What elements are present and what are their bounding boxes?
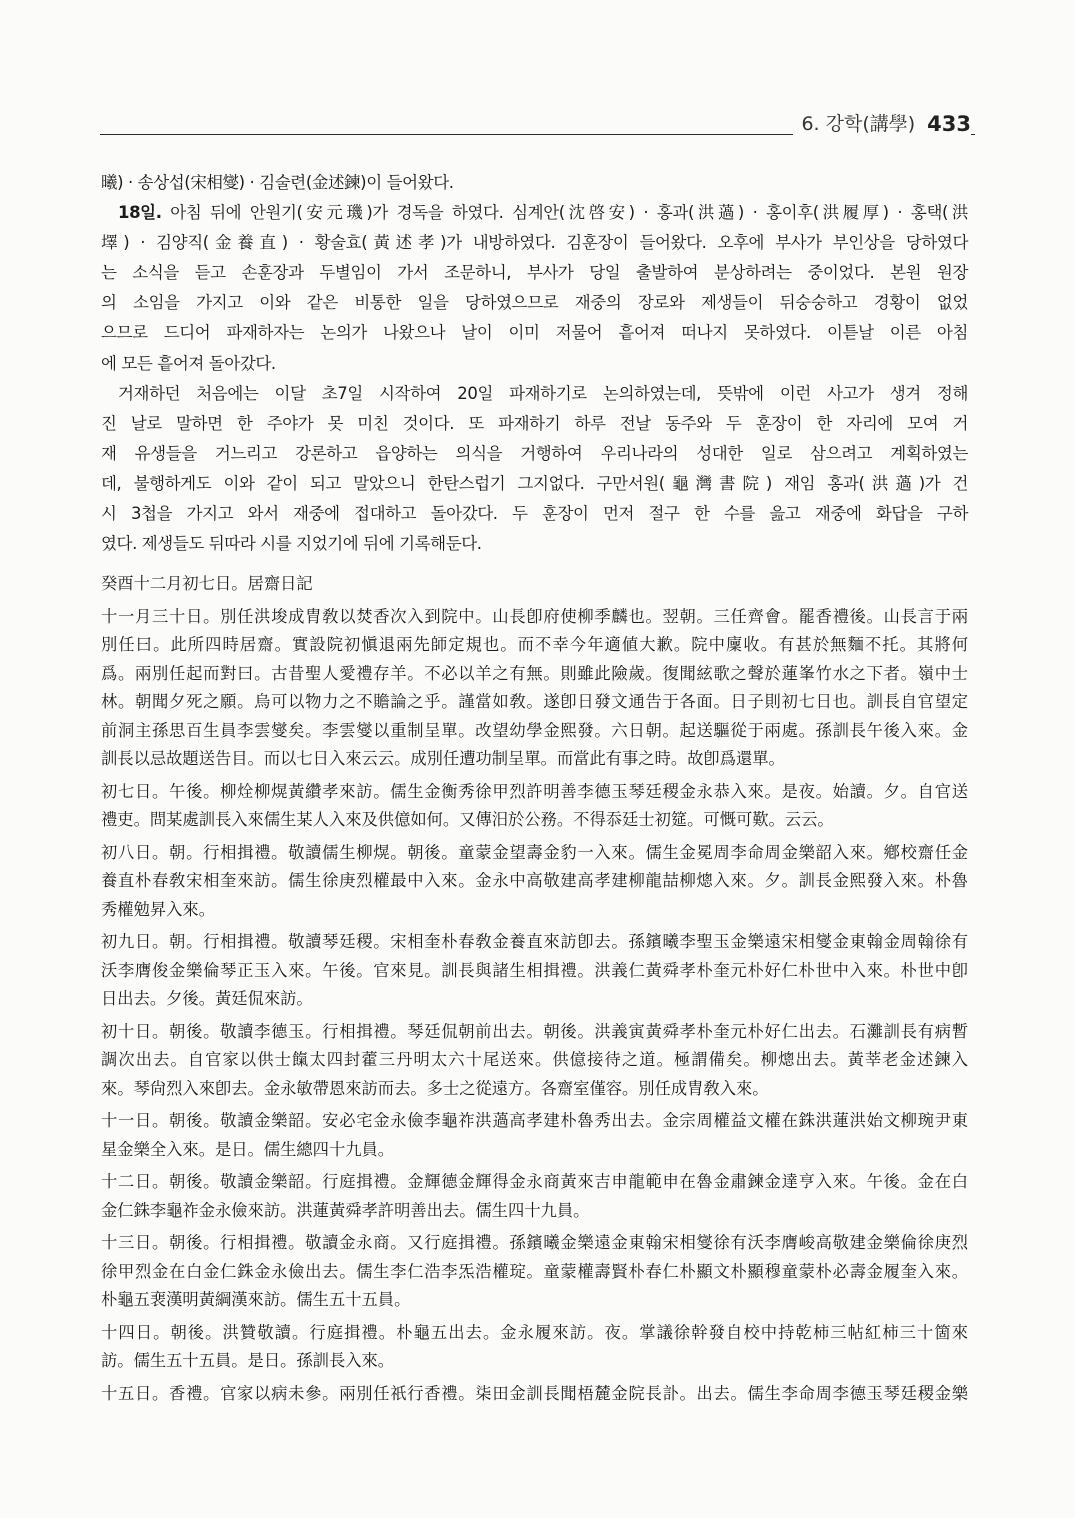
diary-entry xyxy=(101,1107,968,1164)
text-line: 재 유생들을 거느리고 강론하고 읍양하는 의식을 거행하여 우리나라의 성대한 일로 삼으려고 계획하였는 xyxy=(101,443,968,463)
diary-entry xyxy=(101,778,968,835)
date-label: 18일. xyxy=(118,203,162,223)
text-line: 으므로 드디어 파재하자는 논의가 나왔으나 날이 이미 저물어 흩어져 떠나지 못하였다. 이튿날 이른 아침 xyxy=(101,323,968,343)
text-line: 十一日。朝後。敬讀金樂韶。安必宅金永儉李龜祚洪薖高孝建朴魯秀出去。金宗周權益文權在銖洪蓮洪始文柳琬尹東 xyxy=(101,1111,968,1131)
text-line: 曦) · 송상섭(宋相燮) · 김술련(金述鍊)이 들어왔다. xyxy=(101,173,454,192)
text-line: 의 소임을 가지고 이와 같은 비통한 일을 당하였으므로 재중의 장로와 제생들이 뒤숭숭하고 경황이 없었 xyxy=(101,293,968,313)
page-number: 433 xyxy=(927,112,971,136)
text-line: 初九日。朝。行相揖禮。敬讀琴廷稷。宋相奎朴春敎金養直來訪卽去。孫鑌曦李聖玉金樂遠宋相燮金東翰金周翰徐有 xyxy=(101,932,968,952)
text-line: 는 소식을 듣고 손훈장과 두별임이 가서 조문하니, 부사가 당일 출발하여 분상하려는 중이었다. 본원 원장 xyxy=(101,263,968,283)
text-line: 시 3첩을 가지고 와서 재중에 접대하고 돌아갔다. 두 훈장이 먼저 절구 한 수를 읊고 재중에 화답을 구하 xyxy=(101,504,968,524)
text-line: 林。朝聞夕死之願。烏可以物力之不贍論之乎。謹當如敎。遂卽日發文通告于各面。日子則初七日也。訓長自官望定 xyxy=(101,692,968,712)
text-line: 爲。兩別任起而對曰。古昔聖人愛禮存羊。不必以羊之有無。則雖此險歲。復聞絃歌之聲於蓮峯竹水之下者。嶺中士 xyxy=(101,663,968,683)
diary-entry xyxy=(101,839,968,925)
text-line: 진 날로 말하면 한 주야가 못 미친 것이다. 또 파재하기 하루 전날 동주와 두 훈장이 한 자리에 모여 거 xyxy=(101,413,968,433)
paragraph xyxy=(101,168,968,198)
text-line: 秀權勉昇入來。 xyxy=(101,899,215,919)
text-line: 墿) · 김양직(金養直) · 황술효(黃述孝)가 내방하였다. 김훈장이 들어왔다. 오후에 부사가 부인상을 당하였다 xyxy=(101,233,968,253)
page-body xyxy=(101,168,968,1408)
text-line: 였다. 제생들도 뒤따라 시를 지었기에 뒤에 기록해둔다. xyxy=(101,534,482,554)
diary-entry xyxy=(101,1018,968,1104)
diary-entry xyxy=(101,1229,968,1315)
text-line: 來。琴尙烈入來卽去。金永敏帶恩來訪而去。多士之從遠方。各齋室僅容。別任成胄敎入來。 xyxy=(101,1078,769,1098)
text-line: 初七日。午後。柳烇柳熀黃纘孝來訪。儒生金衡秀徐甲烈許明善李德玉琴廷稷金永恭入來。是夜。始讀。夕。自官送 xyxy=(101,781,968,801)
text-line: 訓長以忌故題送告目。而以七日入來云云。成別任遭功制呈單。而當此有事之時。故卽爲還單。 xyxy=(101,749,785,769)
diary-title: 癸酉十二月初七日。居齋日記 xyxy=(101,574,313,594)
diary-entry xyxy=(101,1380,968,1409)
diary-entry xyxy=(101,928,968,1014)
text-line: 거재하던 처음에는 이달 초7일 시작하여 20일 파재하기로 논의하였는데, 뜻밖에 이런 사고가 생겨 정해 xyxy=(118,383,968,403)
diary-entry xyxy=(101,603,968,774)
diary-original-text xyxy=(101,570,968,1408)
text-span: 아침 뒤에 안원기(安元璣)가 경독을 하였다. 심계안(沈啓安) · 홍과(洪薖) · 홍이후(洪履厚) · 홍택(洪 xyxy=(161,203,968,223)
text-line: 禮吏。問某處訓長入來儒生某人入來及供億如何。又傳汨於公務。不得忝廷士初筵。可慨可歎。云云。 xyxy=(101,810,834,830)
text-line: 初八日。朝。行相揖禮。敬讀儒生柳熀。朝後。童蒙金望壽金豹一入來。儒生金冕周李命周金樂韶入來。鄕校齋任金 xyxy=(101,842,968,862)
text-line: 養直朴春敎宋相奎來訪。儒生徐庚烈權最中入來。金永中高敬建高孝建柳龍喆柳熜入來。夕。訓長金熙發入來。朴魯 xyxy=(101,871,968,891)
text-line: 朴龜五裵漢明黃綱漢來訪。儒生五十五員。 xyxy=(101,1290,411,1310)
text-line: 前洞主孫思百生員李雲燮矣。李雲燮以重制呈單。改望幼學金熙發。六日朝。起送驅從于兩處。孫訓長午後入來。金 xyxy=(101,720,968,740)
text-line: 데, 불행하게도 이와 같이 되고 말았으니 한탄스럽기 그지없다. 구만서원(龜灣書院) 재임 홍과(洪薖)가 건 xyxy=(101,473,968,493)
text-line: 星金樂全入來。是日。儒生總四十九員。 xyxy=(101,1139,395,1159)
diary-entry xyxy=(101,1168,968,1225)
text-line: 日出去。夕後。黃廷侃來訪。 xyxy=(101,989,313,1009)
section-title: 6. 강학(講學) xyxy=(801,113,916,135)
text-line: 金仁銖李龜祚金永儉來訪。洪蓮黃舜孝許明善出去。儒生四十九員。 xyxy=(101,1200,590,1220)
text-line: 十五日。香禮。官家以病未參。兩別任祇行香禮。柒田金訓長聞梧麓金院長訃。出去。儒生李命周李德玉琴廷稷金樂 xyxy=(101,1383,968,1403)
text-line: 調次出去。自官家以供士餼太四封藿三丹明太六十尾送來。供億接待之道。極謂備矣。柳熜出去。黃莘老金述鍊入 xyxy=(101,1050,968,1070)
diary-entry xyxy=(101,1319,968,1376)
text-line: 訪。儒生五十五員。是日。孫訓長入來。 xyxy=(101,1351,395,1371)
text-line: 十四日。朝後。洪贊敬讀。行庭揖禮。朴龜五出去。金永履來訪。夜。掌議徐幹發自校中持乾柿三帖紅柿三十箇來 xyxy=(101,1322,968,1342)
text-line: 別任曰。此所四時居齋。實設院初愼退兩先師定規也。而不幸今年適値大歉。院中廩收。有甚於無麵不托。其將何 xyxy=(101,635,968,655)
text-line: 十三日。朝後。行相揖禮。敬讀金永商。又行庭揖禮。孫鑌曦金樂遠金東翰宋相燮徐有沃李膺峻高敬建金樂倫徐庚烈 xyxy=(101,1233,968,1253)
running-header xyxy=(793,112,971,136)
text-line: 十一月三十日。別任洪埈成胄敎以焚香次入到院中。山長卽府使柳季麟也。翌朝。三任齊會。罷香禮後。山長言于兩 xyxy=(101,606,968,626)
text-line: 에 모든 흩어져 돌아갔다. xyxy=(101,353,276,373)
text-line: 初十日。朝後。敬讀李德玉。行相揖禮。琴廷侃朝前出去。朝後。洪義寅黃舜孝朴奎元朴好仁出去。石灘訓長有病暫 xyxy=(101,1021,968,1041)
korean-translation xyxy=(101,168,968,559)
paragraph xyxy=(101,198,968,379)
text-line: 十二日。朝後。敬讀金樂韶。行庭揖禮。金輝德金輝得金永商黃來吉申龍範申在魯金肅鍊金達亨入來。午後。金在白 xyxy=(101,1172,968,1192)
paragraph xyxy=(101,379,968,560)
text-line: 沃李膺俊金樂倫琴正玉入來。午後。官來見。訓長與諸生相揖禮。洪義仁黃舜孝朴奎元朴好仁朴世中入來。朴世中卽 xyxy=(101,960,968,980)
text-line xyxy=(101,198,968,228)
text-line: 徐甲烈金在白金仁銖金永儉出去。儒生李仁浩李炁浩權琔。童蒙權壽賢朴春仁朴顯文朴顯穆童蒙朴必壽金履奎入來。 xyxy=(101,1261,968,1281)
